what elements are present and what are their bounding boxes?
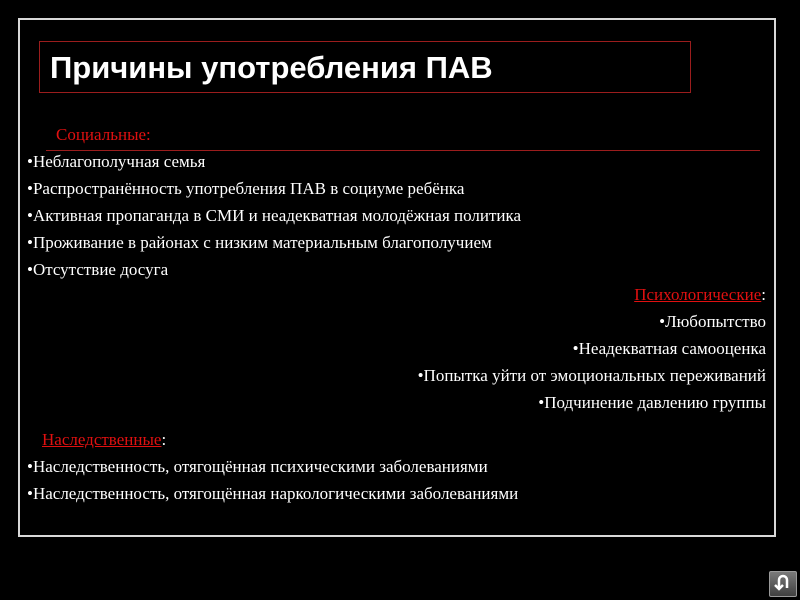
social-item: •Проживание в районах с низким материальным благополучием	[27, 233, 492, 252]
social-item: •Неблагополучная семья	[27, 152, 206, 171]
psychological-heading: Психологические	[634, 285, 762, 304]
return-button[interactable]	[769, 571, 797, 597]
hereditary-item: •Наследственность, отягощённая психическими заболеваниями	[27, 457, 488, 476]
psychological-heading-line	[634, 284, 766, 306]
hereditary-item: •Наследственность, отягощённая наркологическими заболеваниями	[27, 484, 519, 503]
psychological-item: •Подчинение давлению группы	[538, 393, 766, 412]
return-arrow-icon	[774, 573, 792, 596]
social-item: •Активная пропаганда в СМИ и неадекватная молодёжная политика	[27, 206, 522, 225]
psychological-item: •Неадекватная самооценка	[572, 339, 766, 358]
hereditary-heading: Наследственные	[42, 430, 162, 449]
psychological-item: •Любопытство	[659, 312, 766, 331]
hereditary-heading-line	[42, 429, 166, 451]
hereditary-colon: :	[161, 430, 167, 449]
social-heading: Социальные:	[56, 125, 151, 144]
slide-title: Причины употребления ПАВ	[50, 50, 493, 85]
social-item: •Отсутствие досуга	[27, 260, 169, 279]
social-item: •Распространённость употребления ПАВ в социуме ребёнка	[27, 179, 465, 198]
psychological-item: •Попытка уйти от эмоциональных переживаний	[417, 366, 766, 385]
psychological-colon: :	[761, 285, 766, 304]
